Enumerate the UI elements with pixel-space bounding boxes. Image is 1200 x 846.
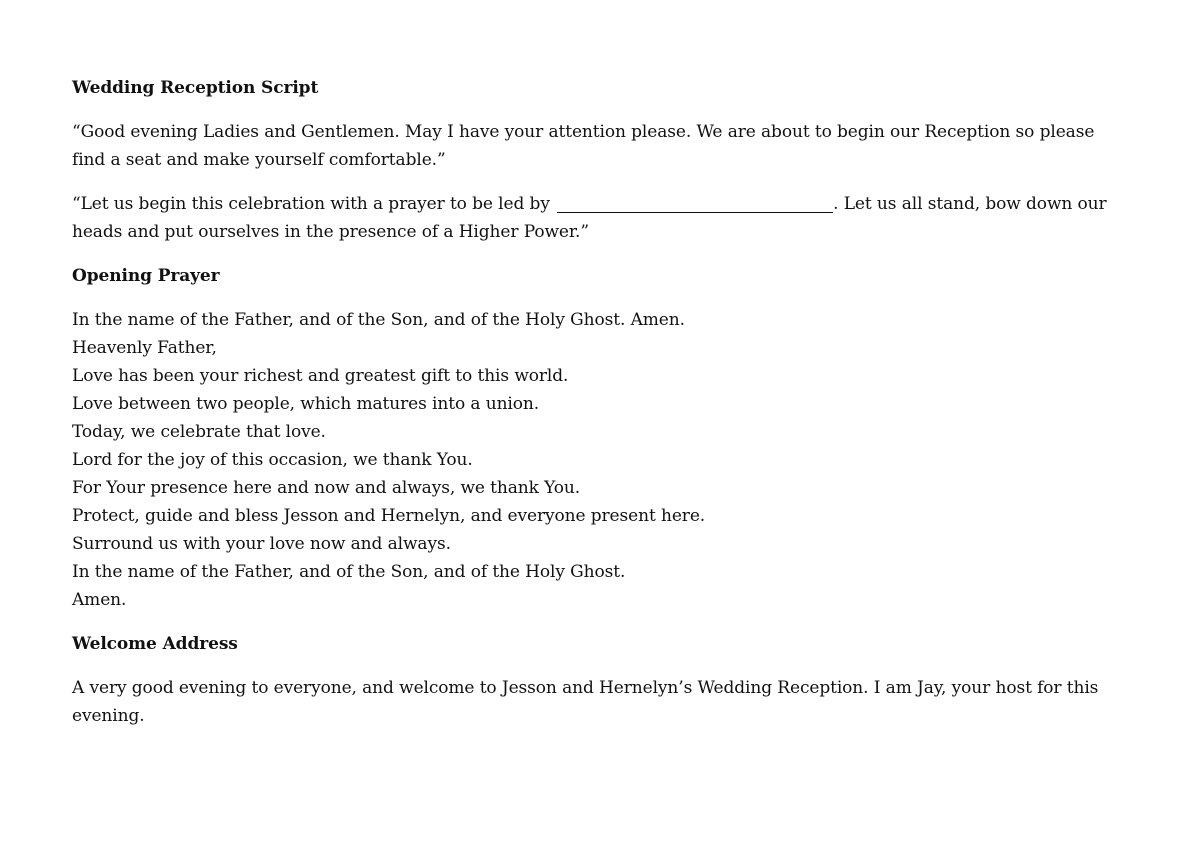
prayer-line: Love between two people, which matures into a union. xyxy=(72,394,540,414)
prayer-line: Amen. xyxy=(72,590,127,610)
document-title: Wedding Reception Script xyxy=(72,78,319,98)
intro-paragraph: “Good evening Ladies and Gentlemen. May I have your attention please. We are about to begin our Reception so please find a seat and make yourself comfortable.” xyxy=(72,122,1095,170)
prayer-line: Lord for the joy of this occasion, we thank You. xyxy=(72,450,473,470)
document-page xyxy=(72,74,1132,746)
prayer-invitation-paragraph xyxy=(72,190,1132,246)
opening-prayer-body xyxy=(72,306,1132,614)
prayer-invitation-text-start: “Let us begin this celebration with a prayer to be led by xyxy=(72,194,556,214)
prayer-line: Surround us with your love now and always. xyxy=(72,534,451,554)
opening-prayer-heading: Opening Prayer xyxy=(72,266,220,286)
prayer-line: Love has been your richest and greatest gift to this world. xyxy=(72,366,569,386)
prayer-leader-blank-line xyxy=(557,211,833,213)
prayer-line: In the name of the Father, and of the Son, and of the Holy Ghost. Amen. xyxy=(72,310,685,330)
prayer-line: Heavenly Father, xyxy=(72,338,217,358)
prayer-line: Protect, guide and bless Jesson and Hernelyn, and everyone present here. xyxy=(72,506,706,526)
prayer-line: Today, we celebrate that love. xyxy=(72,422,326,442)
prayer-invitation-text-end: . Let us all stand, bow down our heads and put ourselves in the presence of a Higher Power.” xyxy=(72,194,1107,242)
welcome-paragraph: A very good evening to everyone, and welcome to Jesson and Hernelyn’s Wedding Reception. I am Jay, your host for this evening. xyxy=(72,678,1099,726)
prayer-line: For Your presence here and now and always, we thank You. xyxy=(72,478,581,498)
welcome-address-heading: Welcome Address xyxy=(72,634,238,654)
prayer-line: In the name of the Father, and of the Son, and of the Holy Ghost. xyxy=(72,562,626,582)
